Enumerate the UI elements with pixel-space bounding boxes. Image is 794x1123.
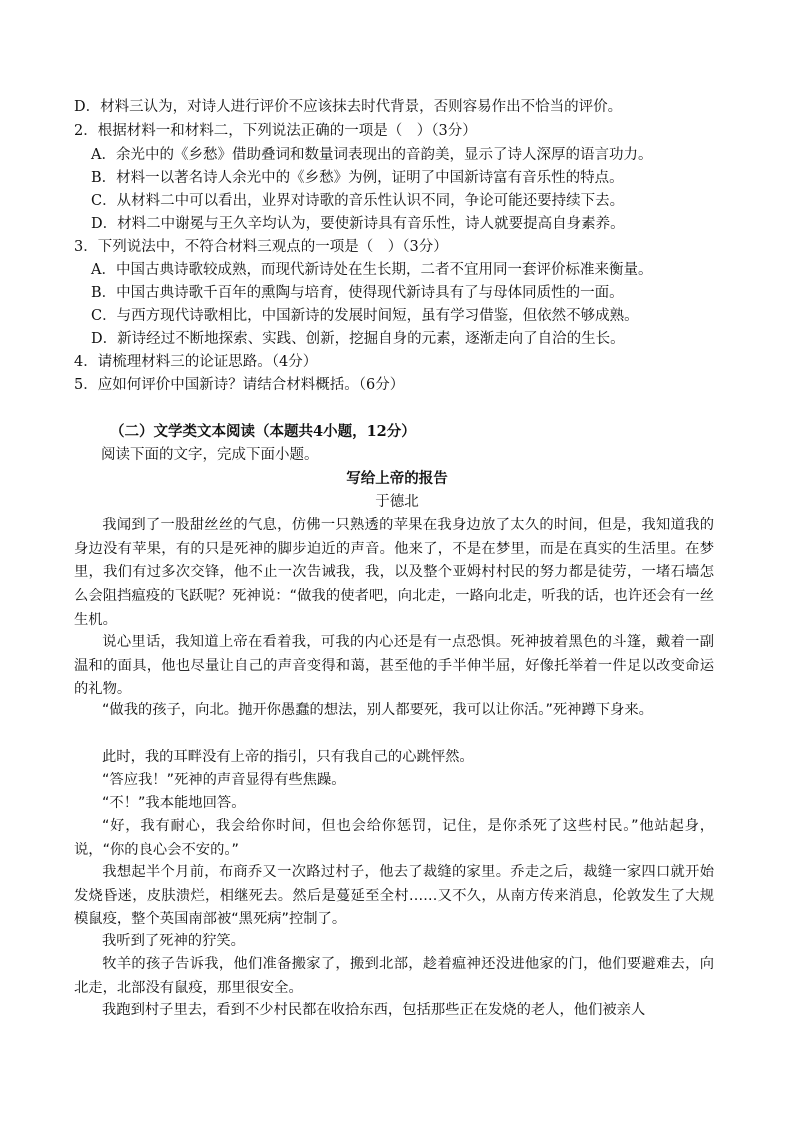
q3-option-d: D．新诗经过不断地探索、实践、创新，挖掘自身的元素，逐渐走向了自洽的生长。 [91, 331, 625, 347]
q2-option-d: D．材料二中谢冕与王久辛均认为，要使新诗具有音乐性，诗人就要提高自身素养。 [91, 216, 625, 232]
question-2-stem: 2．根据材料一和材料二，下列说法正确的一项是（ ）（3分） [74, 123, 477, 139]
q2-option-a: A．余光中的《乡愁》借助叠词和数量词表现出的音韵美，显示了诗人深厚的语言功力。 [91, 147, 653, 163]
paragraph: “答应我！”死神的声音显得有些焦躁。 [102, 772, 346, 788]
paragraph: “不！”我本能地回答。 [102, 795, 246, 811]
paragraph: 我听到了死神的狞笑。 [102, 933, 245, 949]
story-title: 写给上帝的报告 [346, 470, 448, 487]
paragraph: 此时，我的耳畔没有上帝的指引，只有我自己的心跳怦然。 [102, 749, 474, 765]
paragraph: “做我的孩子，向北。抛开你愚蠢的想法，别人都要死，我可以让你活。”死神蹲下身来。 [102, 702, 653, 718]
question-5: 5．应如何评价中国新诗？请结合材料概括。（6分） [74, 377, 405, 393]
section-heading: （二）文学类文本阅读（本题共4小题，12分） [110, 423, 416, 440]
paragraph: 我闻到了一股甜丝丝的气息，仿佛一只熟透的苹果在我身边放了太久的时间，但是，我知道我的身边没有苹果，有的只是死神的脚步迫近的声音。他来了，不是在梦里，而是在真实的生活里。在梦里，我们有过多次交锋，他不止一次告诫我，我，以及整个亚姆村村民的努力都是徒劳，一堵石墙怎么会阻挡瘟疫的飞跃呢？死神说：“做我的使者吧，向北走，一路向北走，听我的话，也许还会有一丝生机。 [74, 517, 714, 628]
question-3-stem: 3．下列说法中，不符合材料三观点的一项是（ ）（3分） [74, 239, 448, 255]
paragraph: 我跑到村子里去，看到不少村民都在收拾东西，包括那些正在发烧的老人，他们被亲人 [102, 1002, 646, 1018]
paragraph: 牧羊的孩子告诉我，他们准备搬家了，搬到北部，趁着瘟神还没进他家的门，他们要避难去，向北走，北部没有鼠疫，那里很安全。 [74, 956, 714, 996]
q1-option-d: D．材料三认为，对诗人进行评价不应该抹去时代背景，否则容易作出不恰当的评价。 [74, 99, 623, 115]
q3-option-b: B．中国古典诗歌千百年的熏陶与培育，使得现代新诗具有了与母体同质性的一面。 [91, 285, 624, 301]
section-instruction: 阅读下面的文字，完成下面小题。 [101, 447, 319, 463]
q3-option-a: A．中国古典诗歌较成熟，而现代新诗处在生长期，二者不宜用同一套评价标准来衡量。 [91, 262, 653, 278]
q2-option-b: B．材料一以著名诗人余光中的《乡愁》为例，证明了中国新诗富有音乐性的特点。 [91, 170, 624, 186]
paragraph: 我想起半个月前，布商乔又一次路过村子，他去了裁缝的家里。乔走之后，裁缝一家四口就开始发烧昏迷，皮肤溃烂，相继死去。然后是蔓延至全村……又不久，从南方传来消息，伦敦发生了大规模鼠疫，整个英国南部被“黑死病”控制了。 [74, 864, 714, 928]
question-4: 4．请梳理材料三的论证思路。（4分） [74, 354, 318, 370]
q3-option-c: C．与西方现代诗歌相比，中国新诗的发展时间短，虽有学习借鉴，但依然不够成熟。 [91, 308, 639, 324]
q2-option-c: C．从材料二中可以看出，业界对诗歌的音乐性认识不同，争论可能还要持续下去。 [91, 193, 625, 209]
story-author: 于德北 [375, 494, 419, 510]
paragraph: “好，我有耐心，我会给你时间，但也会给你惩罚，记住，是你杀死了这些村民。”他站起身，说，“你的良心会不安的。” [74, 818, 714, 858]
paragraph: 说心里话，我知道上帝在看着我，可我的内心还是有一点恐惧。死神披着黑色的斗篷，戴着一副温和的面具，他也尽量让自己的声音变得和蔼，甚至他的手半伸半屈，好像托举着一件足以改变命运的礼物。 [74, 634, 714, 698]
